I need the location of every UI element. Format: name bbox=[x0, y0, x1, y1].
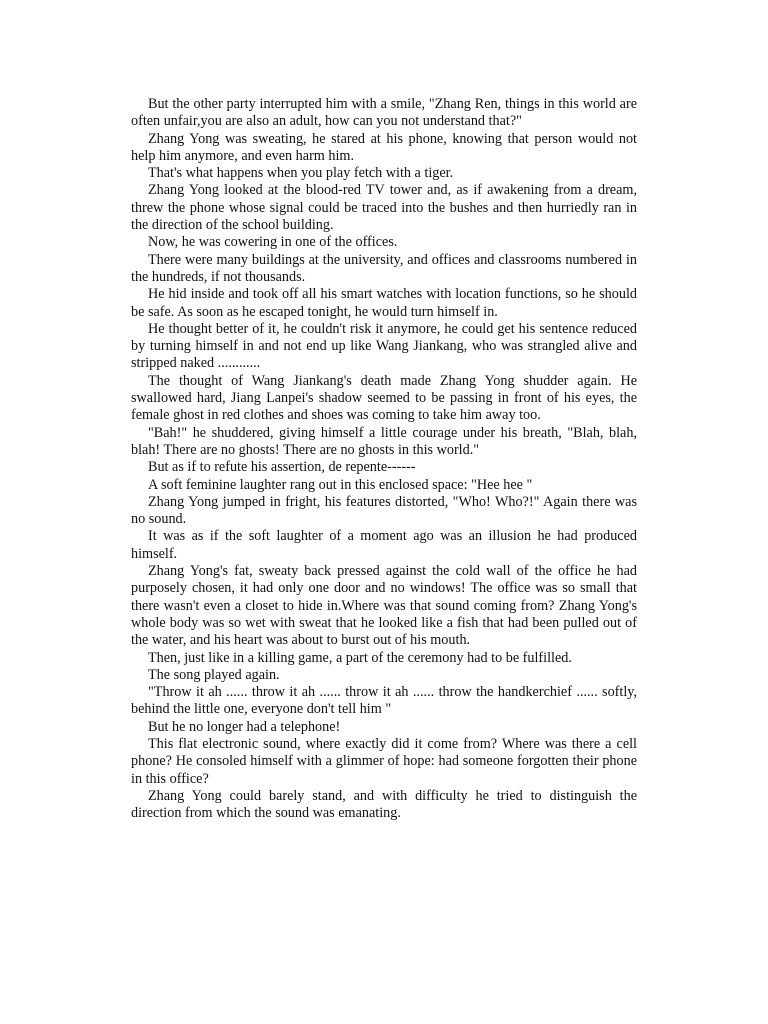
paragraph: Zhang Yong was sweating, he stared at his phone, knowing that person would not help him anymore, and even harm him. bbox=[131, 130, 637, 164]
paragraph: Zhang Yong looked at the blood-red TV tower and, as if awakening from a dream, threw the phone whose signal could be traced into the bushes and then hurriedly ran in the direction of the school building. bbox=[131, 182, 637, 234]
paragraph: "Throw it ah ...... throw it ah ...... throw it ah ...... throw the handkerchief ...... softly, behind the little one, everyone don't tell him " bbox=[131, 684, 637, 718]
paragraph: Then, just like in a killing game, a part of the ceremony had to be fulfilled. bbox=[148, 649, 572, 666]
paragraph: This flat electronic sound, where exactly did it come from? Where was there a cell phone? He consoled himself with a glimmer of hope: had someone forgotten their phone in this office? bbox=[131, 735, 637, 787]
paragraph: The song played again. bbox=[148, 666, 280, 683]
paragraph: He hid inside and took off all his smart watches with location functions, so he should be safe. As soon as he escaped tonight, he would turn himself in. bbox=[131, 286, 637, 320]
paragraph: But as if to refute his assertion, de repente------ bbox=[148, 459, 416, 476]
paragraph: The thought of Wang Jiankang's death made Zhang Yong shudder again. He swallowed hard, Jiang Lanpei's shadow seemed to be passing in front of his eyes, the female ghost in red clothes and shoes was coming to take him away too. bbox=[131, 372, 637, 424]
paragraph: Zhang Yong's fat, sweaty back pressed against the cold wall of the office he had purposely chosen, it had only one door and no windows! The office was so small that there wasn't even a closet to hide in.Where was that sound coming from? Zhang Yong's whole body was so wet with sweat that he looked like a fish that had been pulled out of the water, and his heart was about to burst out of his mouth. bbox=[131, 563, 637, 649]
document-page bbox=[131, 96, 637, 822]
paragraph: But he no longer had a telephone! bbox=[148, 718, 341, 735]
paragraph: Zhang Yong jumped in fright, his features distorted, "Who! Who?!" Again there was no sound. bbox=[131, 493, 637, 528]
paragraph: "Bah!" he shuddered, giving himself a little courage under his breath, "Blah, blah, blah! There are no ghosts! There are no ghosts in this world." bbox=[131, 424, 637, 458]
paragraph: There were many buildings at the university, and offices and classrooms numbered in the hundreds, if not thousands. bbox=[131, 251, 637, 285]
paragraph: But the other party interrupted him with a smile, "Zhang Ren, things in this world are often unfair,you are also an adult, how can you not understand that?" bbox=[131, 96, 637, 130]
paragraph: He thought better of it, he couldn't risk it anymore, he could get his sentence reduced by turning himself in and not end up like Wang Jiankang, who was strangled alive and stripped naked ............ bbox=[131, 320, 637, 372]
paragraph: Now, he was cowering in one of the offices. bbox=[148, 234, 398, 251]
paragraph: Zhang Yong could barely stand, and with difficulty he tried to distinguish the direction from which the sound was emanating. bbox=[131, 787, 637, 822]
paragraph: A soft feminine laughter rang out in this enclosed space: "Hee hee " bbox=[148, 476, 533, 493]
paragraph: It was as if the soft laughter of a moment ago was an illusion he had produced himself. bbox=[131, 528, 637, 562]
paragraph: That's what happens when you play fetch with a tiger. bbox=[148, 165, 454, 182]
